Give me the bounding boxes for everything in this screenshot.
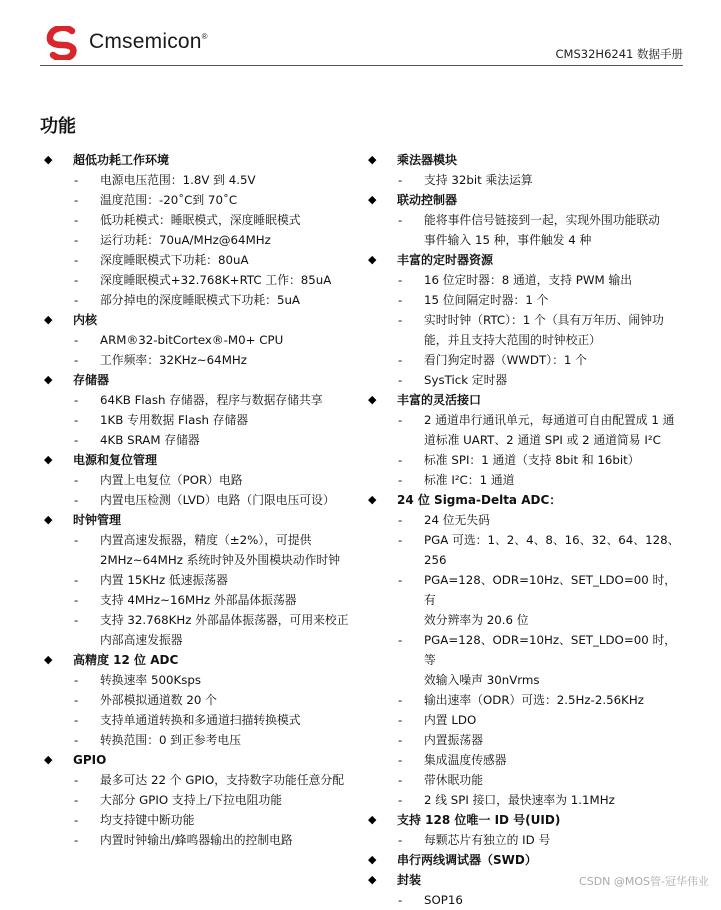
feature-item: - 大部分 GPIO 支持上/下拉电阻功能	[40, 790, 356, 810]
feature-item: - 转换范围：0 到正参考电压	[40, 730, 356, 750]
diamond-bullet-icon: ◆	[44, 373, 53, 386]
dash-bullet: -	[74, 273, 79, 287]
dash-bullet: -	[74, 173, 79, 187]
feature-item: - 16 位定时器：8 通道，支持 PWM 输出	[364, 270, 684, 290]
feature-item: - 集成温度传感器	[364, 750, 684, 770]
dash-bullet: -	[398, 413, 403, 427]
feature-item: - PGA 可选：1、2、4、8、16、32、64、128、 256	[364, 530, 684, 570]
feature-item: - 实时时钟（RTC）：1 个（具有万年历、闹钟功 能，并且支持大范围的时钟校正）	[364, 310, 684, 350]
diamond-bullet-icon: ◆	[368, 153, 377, 166]
dash-bullet: -	[74, 813, 79, 827]
feature-group-title: ◆ 封装	[364, 870, 684, 890]
feature-item: - 部分掉电的深度睡眠模式下功耗：5uA	[40, 290, 356, 310]
feature-column-left	[40, 150, 356, 850]
dash-bullet: -	[74, 693, 79, 707]
feature-item: - 内置 15KHz 低速振荡器	[40, 570, 356, 590]
diamond-bullet-icon: ◆	[44, 313, 53, 326]
feature-item: - 支持 32.768KHz 外部晶体振荡器，可用来校正 内部高速发振器	[40, 610, 356, 650]
dash-bullet: -	[74, 433, 79, 447]
feature-item: - 支持单通道转换和多通道扫描转换模式	[40, 710, 356, 730]
feature-group-title: ◆ GPIO	[40, 750, 356, 770]
dash-bullet: -	[398, 893, 403, 907]
feature-group-title: ◆ 存储器	[40, 370, 356, 390]
feature-item: - SysTick 定时器	[364, 370, 684, 390]
dash-bullet: -	[74, 413, 79, 427]
dash-bullet: -	[398, 693, 403, 707]
feature-item: - 2 通道串行通讯单元，每通道可自由配置成 1 通 道标准 UART、2 通道 SPI 或 2 通道简易 I²C	[364, 410, 684, 450]
dash-bullet: -	[398, 733, 403, 747]
feature-item: - 内置电压检测（LVD）电路（门限电压可设）	[40, 490, 356, 510]
feature-item: - 电源电压范围：1.8V 到 4.5V	[40, 170, 356, 190]
dash-bullet: -	[398, 573, 403, 587]
feature-item: - 4KB SRAM 存储器	[40, 430, 356, 450]
diamond-bullet-icon: ◆	[368, 253, 377, 266]
dash-bullet: -	[398, 313, 403, 327]
feature-group-title: ◆ 时钟管理	[40, 510, 356, 530]
feature-column-right	[364, 150, 684, 910]
feature-group-title: ◆ 高精度 12 位 ADC	[40, 650, 356, 670]
dash-bullet: -	[398, 293, 403, 307]
dash-bullet: -	[398, 453, 403, 467]
feature-group-title: ◆ 电源和复位管理	[40, 450, 356, 470]
dash-bullet: -	[398, 533, 403, 547]
dash-bullet: -	[74, 473, 79, 487]
feature-item: - 转换速率 500Ksps	[40, 670, 356, 690]
feature-item: - 每颗芯片有独立的 ID 号	[364, 830, 684, 850]
feature-item: - 均支持键中断功能	[40, 810, 356, 830]
diamond-bullet-icon: ◆	[368, 873, 377, 886]
feature-item: - PGA=128、ODR=10Hz、SET_LDO=00 时，等 效输入噪声 30nVrms	[364, 630, 684, 690]
diamond-bullet-icon: ◆	[368, 193, 377, 206]
feature-item: - 输出速率（ODR）可选：2.5Hz-2.56KHz	[364, 690, 684, 710]
feature-item: - 运行功耗：70uA/MHz@64MHz	[40, 230, 356, 250]
dash-bullet: -	[398, 753, 403, 767]
feature-item: - PGA=128、ODR=10Hz、SET_LDO=00 时，有 效分辨率为 20.6 位	[364, 570, 684, 630]
dash-bullet: -	[74, 613, 79, 627]
feature-item: - 24 位无失码	[364, 510, 684, 530]
dash-bullet: -	[74, 573, 79, 587]
feature-item: - 深度睡眠模式下功耗：80uA	[40, 250, 356, 270]
feature-group-title: ◆ 内核	[40, 310, 356, 330]
document-title: CMS32H6241 数据手册	[555, 47, 683, 61]
feature-item: - 内置高速发振器，精度（±2%），可提供 2MHz~64MHz 系统时钟及外围模块动作时钟	[40, 530, 356, 570]
feature-group-title: ◆ 支持 128 位唯一 ID 号(UID)	[364, 810, 684, 830]
dash-bullet: -	[398, 713, 403, 727]
feature-item: - 15 位间隔定时器：1 个	[364, 290, 684, 310]
feature-item: - 支持 4MHz~16MHz 外部晶体振荡器	[40, 590, 356, 610]
dash-bullet: -	[74, 393, 79, 407]
feature-item: - 带休眠功能	[364, 770, 684, 790]
dash-bullet: -	[398, 353, 403, 367]
section-title: 功能	[40, 116, 76, 137]
feature-item: - 64KB Flash 存储器，程序与数据存储共享	[40, 390, 356, 410]
feature-item: - 温度范围：-20˚C到 70˚C	[40, 190, 356, 210]
dash-bullet: -	[398, 373, 403, 387]
feature-group-title: ◆ 串行两线调试器（SWD）	[364, 850, 684, 870]
dash-bullet: -	[398, 513, 403, 527]
diamond-bullet-icon: ◆	[44, 513, 53, 526]
feature-item: - 工作频率：32KHz~64MHz	[40, 350, 356, 370]
feature-item: - 标准 SPI：1 通道（支持 8bit 和 16bit）	[364, 450, 684, 470]
feature-item: - 内置上电复位（POR）电路	[40, 470, 356, 490]
brand-name: Cmsemicon®	[89, 30, 208, 53]
feature-item: - 看门狗定时器（WWDT）：1 个	[364, 350, 684, 370]
diamond-bullet-icon: ◆	[44, 453, 53, 466]
feature-item: - 内置时钟输出/蜂鸣器输出的控制电路	[40, 830, 356, 850]
dash-bullet: -	[74, 233, 79, 247]
dash-bullet: -	[74, 533, 79, 547]
dash-bullet: -	[74, 773, 79, 787]
feature-item: - 低功耗模式：睡眠模式，深度睡眠模式	[40, 210, 356, 230]
feature-group-title: ◆ 超低功耗工作环境	[40, 150, 356, 170]
feature-item: - ARM®32-bitCortex®-M0+ CPU	[40, 330, 356, 350]
feature-item: - 内置振荡器	[364, 730, 684, 750]
header-divider	[40, 65, 683, 66]
dash-bullet: -	[74, 213, 79, 227]
dash-bullet: -	[74, 833, 79, 847]
dash-bullet: -	[398, 473, 403, 487]
dash-bullet: -	[398, 793, 403, 807]
feature-item: - 深度睡眠模式+32.768K+RTC 工作：85uA	[40, 270, 356, 290]
dash-bullet: -	[398, 773, 403, 787]
feature-item: - 1KB 专用数据 Flash 存储器	[40, 410, 356, 430]
dash-bullet: -	[74, 733, 79, 747]
feature-item: - 最多可达 22 个 GPIO，支持数字功能任意分配	[40, 770, 356, 790]
cmsemicon-logo-icon	[45, 26, 81, 60]
dash-bullet: -	[398, 833, 403, 847]
diamond-bullet-icon: ◆	[368, 393, 377, 406]
feature-item: - SOP16	[364, 890, 684, 910]
dash-bullet: -	[74, 193, 79, 207]
diamond-bullet-icon: ◆	[368, 813, 377, 826]
diamond-bullet-icon: ◆	[44, 153, 53, 166]
watermark: CSDN @MOS管-冠华伟业	[579, 875, 709, 888]
dash-bullet: -	[74, 593, 79, 607]
dash-bullet: -	[74, 293, 79, 307]
feature-group-title: ◆ 丰富的灵活接口	[364, 390, 684, 410]
diamond-bullet-icon: ◆	[44, 653, 53, 666]
feature-item: - 能将事件信号链接到一起，实现外围功能联动 事件输入 15 种，事件触发 4 种	[364, 210, 684, 250]
dash-bullet: -	[74, 713, 79, 727]
dash-bullet: -	[74, 493, 79, 507]
diamond-bullet-icon: ◆	[44, 753, 53, 766]
dash-bullet: -	[74, 333, 79, 347]
dash-bullet: -	[398, 173, 403, 187]
feature-group-title: ◆ 丰富的定时器资源	[364, 250, 684, 270]
feature-group-title: ◆ 乘法器模块	[364, 150, 684, 170]
dash-bullet: -	[398, 273, 403, 287]
feature-item: - 外部模拟通道数 20 个	[40, 690, 356, 710]
feature-item: - 标准 I²C：1 通道	[364, 470, 684, 490]
dash-bullet: -	[74, 253, 79, 267]
dash-bullet: -	[398, 213, 403, 227]
feature-group-title: ◆ 联动控制器	[364, 190, 684, 210]
dash-bullet: -	[398, 633, 403, 647]
feature-item: - 内置 LDO	[364, 710, 684, 730]
diamond-bullet-icon: ◆	[368, 493, 377, 506]
dash-bullet: -	[74, 353, 79, 367]
dash-bullet: -	[74, 793, 79, 807]
diamond-bullet-icon: ◆	[368, 853, 377, 866]
dash-bullet: -	[74, 673, 79, 687]
page-header	[0, 0, 721, 76]
feature-item: - 支持 32bit 乘法运算	[364, 170, 684, 190]
feature-item: - 2 线 SPI 接口，最快速率为 1.1MHz	[364, 790, 684, 810]
feature-group-title: ◆ 24 位 Sigma-Delta ADC：	[364, 490, 684, 510]
